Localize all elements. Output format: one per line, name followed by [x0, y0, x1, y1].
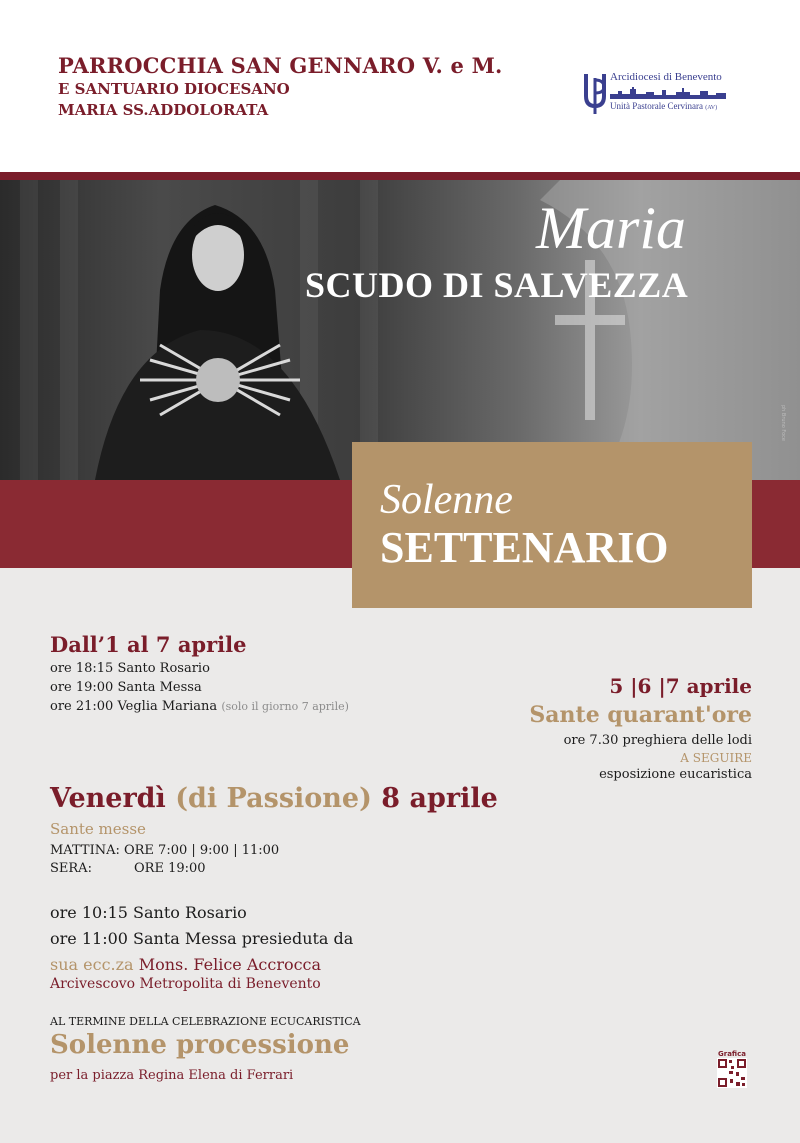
parish-title: PARROCCHIA SAN GENNARO V. e M. [58, 53, 503, 78]
procession-place: per la piazza Regina Elena di Ferrari [50, 1068, 294, 1083]
week-item: ore 18:15 Santo Rosario [50, 661, 210, 676]
quarantore-exposition: esposizione eucaristica [599, 767, 752, 782]
morning-masses: MATTINA: ORE 7:00 | 9:00 | 11:00 [50, 843, 280, 858]
week-item: ore 21:00 Veglia Mariana (solo il giorno 7 aprile) [50, 699, 349, 714]
event-label-caps: SETTENARIO [380, 523, 669, 572]
quarantore-time: ore 7.30 preghiera delle lodi [563, 733, 752, 748]
diocese-logo [582, 70, 727, 114]
friday-heading: Venerdì (di Passione) 8 aprile [50, 783, 498, 814]
week-item: ore 19:00 Santa Messa [50, 680, 202, 695]
rosary-time: ore 10:15 Santo Rosario [50, 903, 247, 922]
hero-title-caps: SCUDO DI SALVEZZA [305, 265, 689, 305]
photo-credit: ph Bruno Foce [780, 405, 786, 441]
hero-title-script: Maria [536, 195, 686, 261]
logo-unit: Unità Pastorale Cervinara (AV) [610, 101, 718, 111]
quarantore-dates: 5 |6 |7 aprile [609, 674, 752, 698]
week-item-note: (solo il giorno 7 aprile) [221, 700, 349, 713]
top-band [0, 172, 800, 180]
mass-time: ore 11:00 Santa Messa presieduta da [50, 929, 354, 948]
evening-mass: SERA: ORE 19:00 [50, 861, 206, 876]
closing-note: AL TERMINE DELLA CELEBRAZIONE ECUCARISTICA [50, 1015, 361, 1028]
qr-code-icon [717, 1058, 747, 1088]
event-label-italic: Solenne [380, 477, 513, 523]
celebrant: sua ecc.za Mons. Felice Accrocca [50, 955, 322, 974]
celebrant-title: Arcivescovo Metropolita di Benevento [50, 976, 321, 992]
skyline-icon [610, 85, 726, 99]
parish-subtitle: E SANTUARIO DIOCESANO [58, 80, 290, 98]
quarantore-then: A SEGUIRE [680, 751, 752, 765]
parish-sanctuary: MARIA SS.ADDOLORATA [58, 101, 269, 119]
quarantore-title: Sante quarant'ore [529, 702, 752, 728]
logo-diocese: Arcidiocesi di Benevento [610, 71, 722, 83]
procession-title: Solenne processione [50, 1030, 350, 1060]
up-monogram-icon [582, 70, 608, 114]
masses-label: Sante messe [50, 820, 146, 838]
week-heading: Dall’1 al 7 aprile [50, 632, 247, 657]
brand-label: Grafica [718, 1050, 746, 1058]
qr-code [717, 1050, 747, 1090]
